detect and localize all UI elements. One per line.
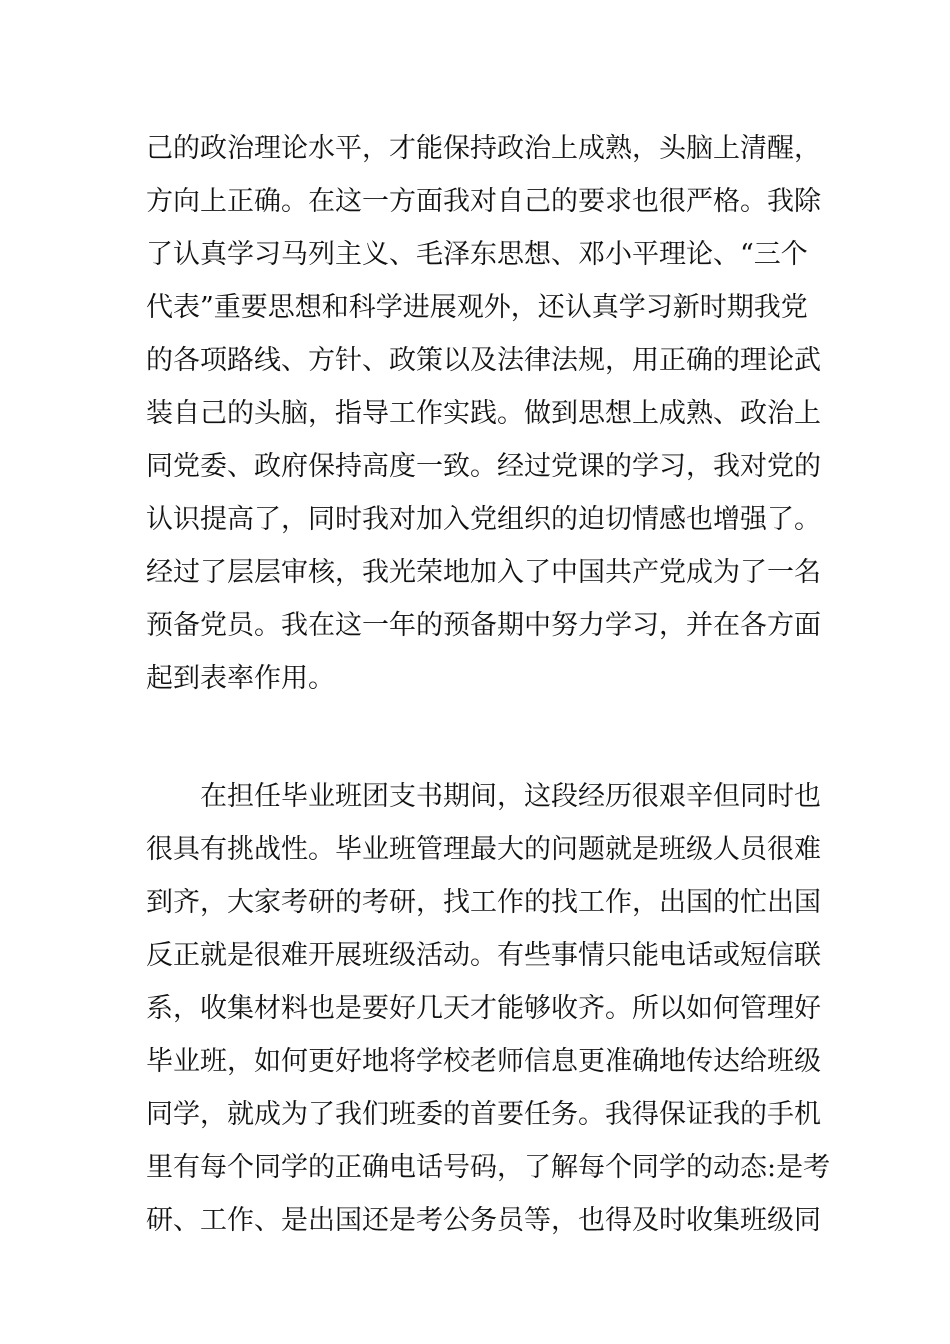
- text-line: 同党委、政府保持高度一致。经过党课的学习，我对党的: [146, 451, 821, 482]
- text-line: 认识提高了，同时我对加入党组织的迫切情感也增强了。: [146, 504, 821, 535]
- text-line: 预备党员。我在这一年的预备期中努力学习，并在各方面: [146, 610, 821, 641]
- text-line: 了认真学习马列主义、毛泽东思想、邓小平理论、“三个: [146, 239, 808, 270]
- text-line: 反正就是很难开展班级活动。有些事情只能电话或短信联: [146, 940, 821, 971]
- text-line: 代表”重要思想和科学进展观外，还认真学习新时期我党: [146, 292, 808, 323]
- text-line: 到齐，大家考研的考研，找工作的找工作，出国的忙出国: [146, 887, 821, 918]
- text-line: 里有每个同学的正确电话号码，了解每个同学的动态:是考: [146, 1152, 831, 1183]
- text-line: 装自己的头脑，指导工作实践。做到思想上成熟、政治上: [146, 398, 821, 429]
- text-line: 毕业班，如何更好地将学校老师信息更准确地传达给班级: [146, 1046, 821, 1077]
- text-line: 在担任毕业班团支书期间，这段经历很艰辛但同时也: [146, 781, 821, 812]
- text-line: 系，收集材料也是要好几天才能够收齐。所以如何管理好: [146, 993, 821, 1024]
- paragraph-1: [146, 122, 821, 705]
- text-line: 己的政治理论水平，才能保持政治上成熟，头脑上清醒，: [146, 133, 821, 164]
- text-line: 起到表率作用。: [146, 663, 335, 694]
- text-line: 很具有挑战性。毕业班管理最大的问题就是班级人员很难: [146, 834, 821, 865]
- text-line: 同学，就成为了我们班委的首要任务。我得保证我的手机: [146, 1099, 821, 1130]
- text-line: 的各项路线、方针、政策以及法律法规，用正确的理论武: [146, 345, 821, 376]
- text-line: 研、工作、是出国还是考公务员等，也得及时收集班级同: [146, 1205, 821, 1236]
- paragraph-2: [146, 770, 831, 1247]
- text-line: 方向上正确。在这一方面我对自己的要求也很严格。我除: [146, 186, 821, 217]
- text-line: 经过了层层审核，我光荣地加入了中国共产党成为了一名: [146, 557, 821, 588]
